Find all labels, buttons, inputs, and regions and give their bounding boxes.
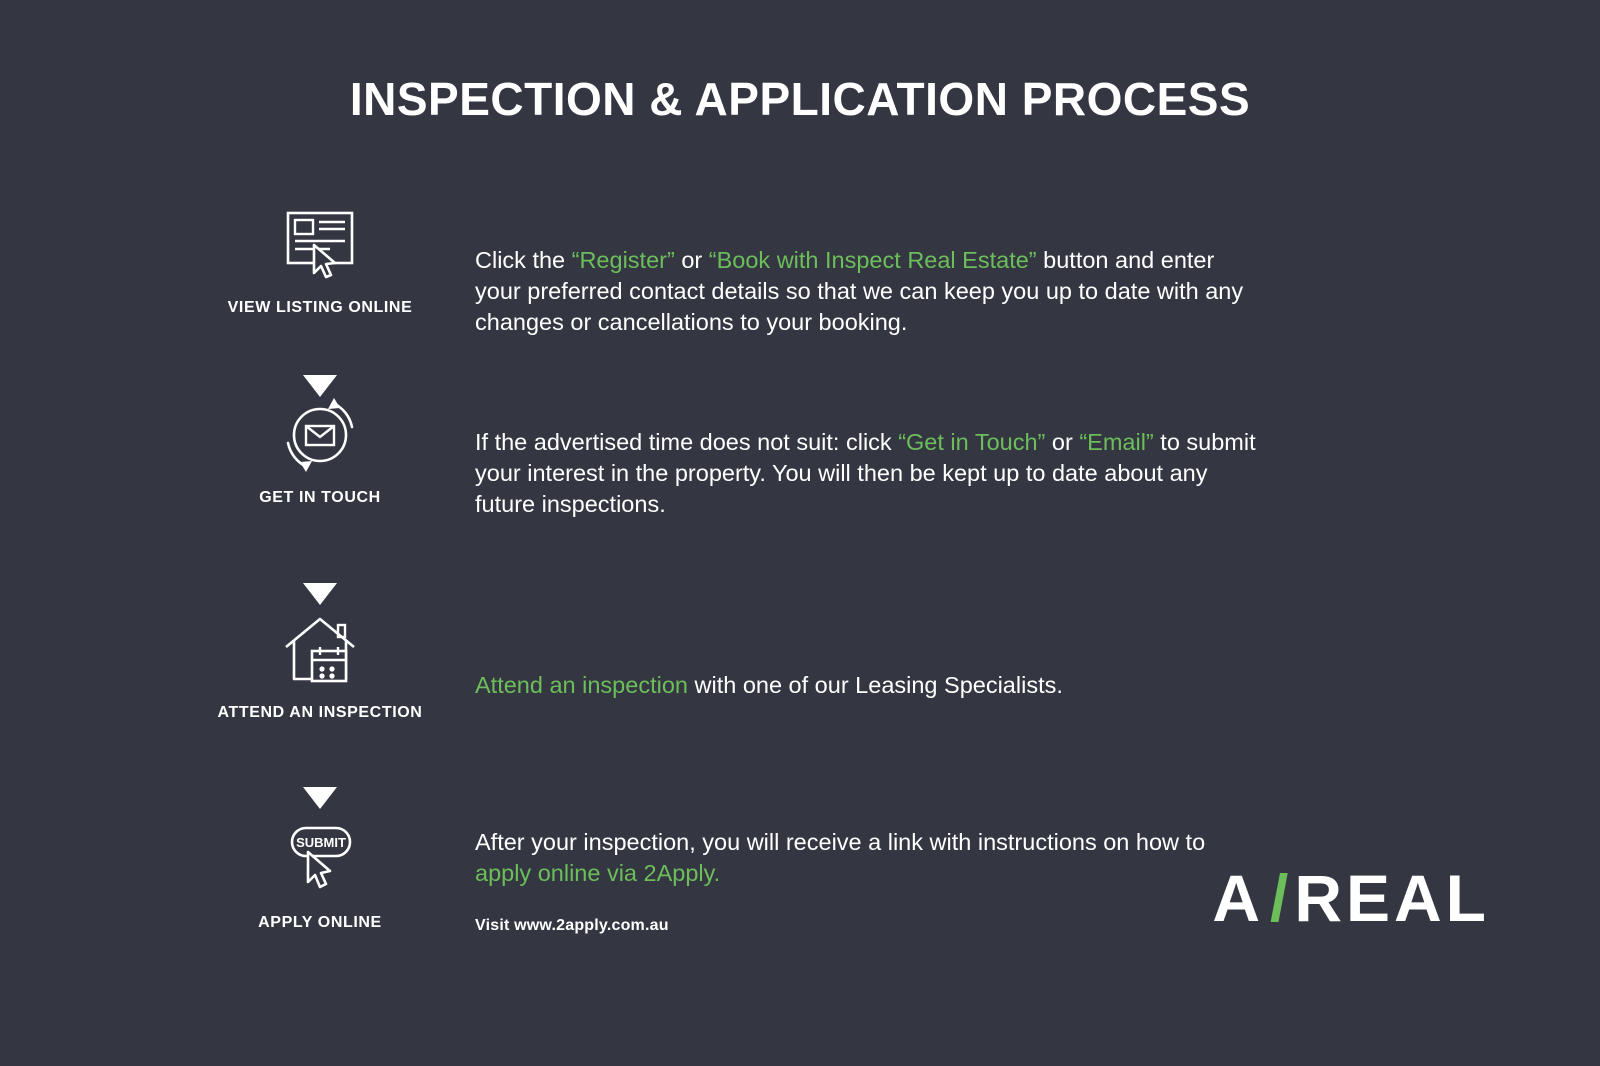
arrow-3-icon bbox=[303, 787, 337, 809]
step-2-part-0: If the advertised time does not suit: click bbox=[475, 429, 899, 455]
step-2-part-1: “Get in Touch” bbox=[898, 429, 1046, 455]
step-3-part-1: with one of our Leasing Specialists. bbox=[687, 672, 1063, 698]
submit-button-click-icon bbox=[185, 820, 455, 900]
step-1-part-2: or bbox=[674, 247, 709, 273]
step-4-icon-column bbox=[185, 820, 455, 932]
page-title: INSPECTION & APPLICATION PROCESS bbox=[349, 73, 1251, 125]
arrow-1-icon bbox=[303, 375, 337, 397]
arrow-2-icon bbox=[303, 583, 337, 605]
step-1-part-0: Click the bbox=[475, 247, 572, 273]
step-2-part-3: “Email” bbox=[1079, 429, 1154, 455]
step-3-part-0: Attend an inspection bbox=[475, 672, 688, 698]
step-4-part-0: After your inspection, you will receive a link with instructions on how to bbox=[475, 829, 1206, 855]
svg-text:SUBMIT: SUBMIT bbox=[296, 835, 346, 850]
listing-online-icon bbox=[185, 205, 455, 285]
logo-left-text: A bbox=[1212, 861, 1264, 935]
step-3-label: ATTEND AN INSPECTION bbox=[217, 704, 423, 721]
visit-note: Visit www.2apply.com.au bbox=[475, 917, 669, 934]
brand-logo bbox=[1212, 860, 1490, 936]
step-4-part-1: apply online via 2Apply. bbox=[475, 860, 721, 887]
step-2-part-4: to submit your interest in the property. You will then be kept up to date about any future inspections. bbox=[475, 429, 1256, 518]
step-1-text bbox=[475, 245, 1265, 338]
step-3-text bbox=[475, 670, 1265, 701]
step-4-text bbox=[475, 827, 1265, 889]
step-3-icon-column bbox=[185, 610, 455, 722]
logo-slash-icon: / bbox=[1269, 861, 1293, 935]
step-1-part-3: “Book with Inspect Real Estate” bbox=[708, 247, 1037, 273]
step-2-icon-column bbox=[185, 395, 455, 507]
house-calendar-icon bbox=[185, 610, 455, 690]
step-4-label: APPLY ONLINE bbox=[258, 914, 382, 931]
step-1-part-1: “Register” bbox=[571, 247, 675, 273]
step-1-icon-column bbox=[185, 205, 455, 317]
step-1-part-4: button and enter your preferred contact details so that we can keep you up to date with any changes or cancellations to your booking. bbox=[475, 247, 1244, 336]
step-1-label: VIEW LISTING ONLINE bbox=[227, 299, 413, 316]
email-refresh-icon bbox=[185, 395, 455, 475]
logo-right-text: REAL bbox=[1294, 861, 1490, 935]
step-2-part-2: or bbox=[1045, 429, 1080, 455]
step-2-text bbox=[475, 427, 1265, 520]
step-2-label: GET IN TOUCH bbox=[259, 489, 381, 506]
